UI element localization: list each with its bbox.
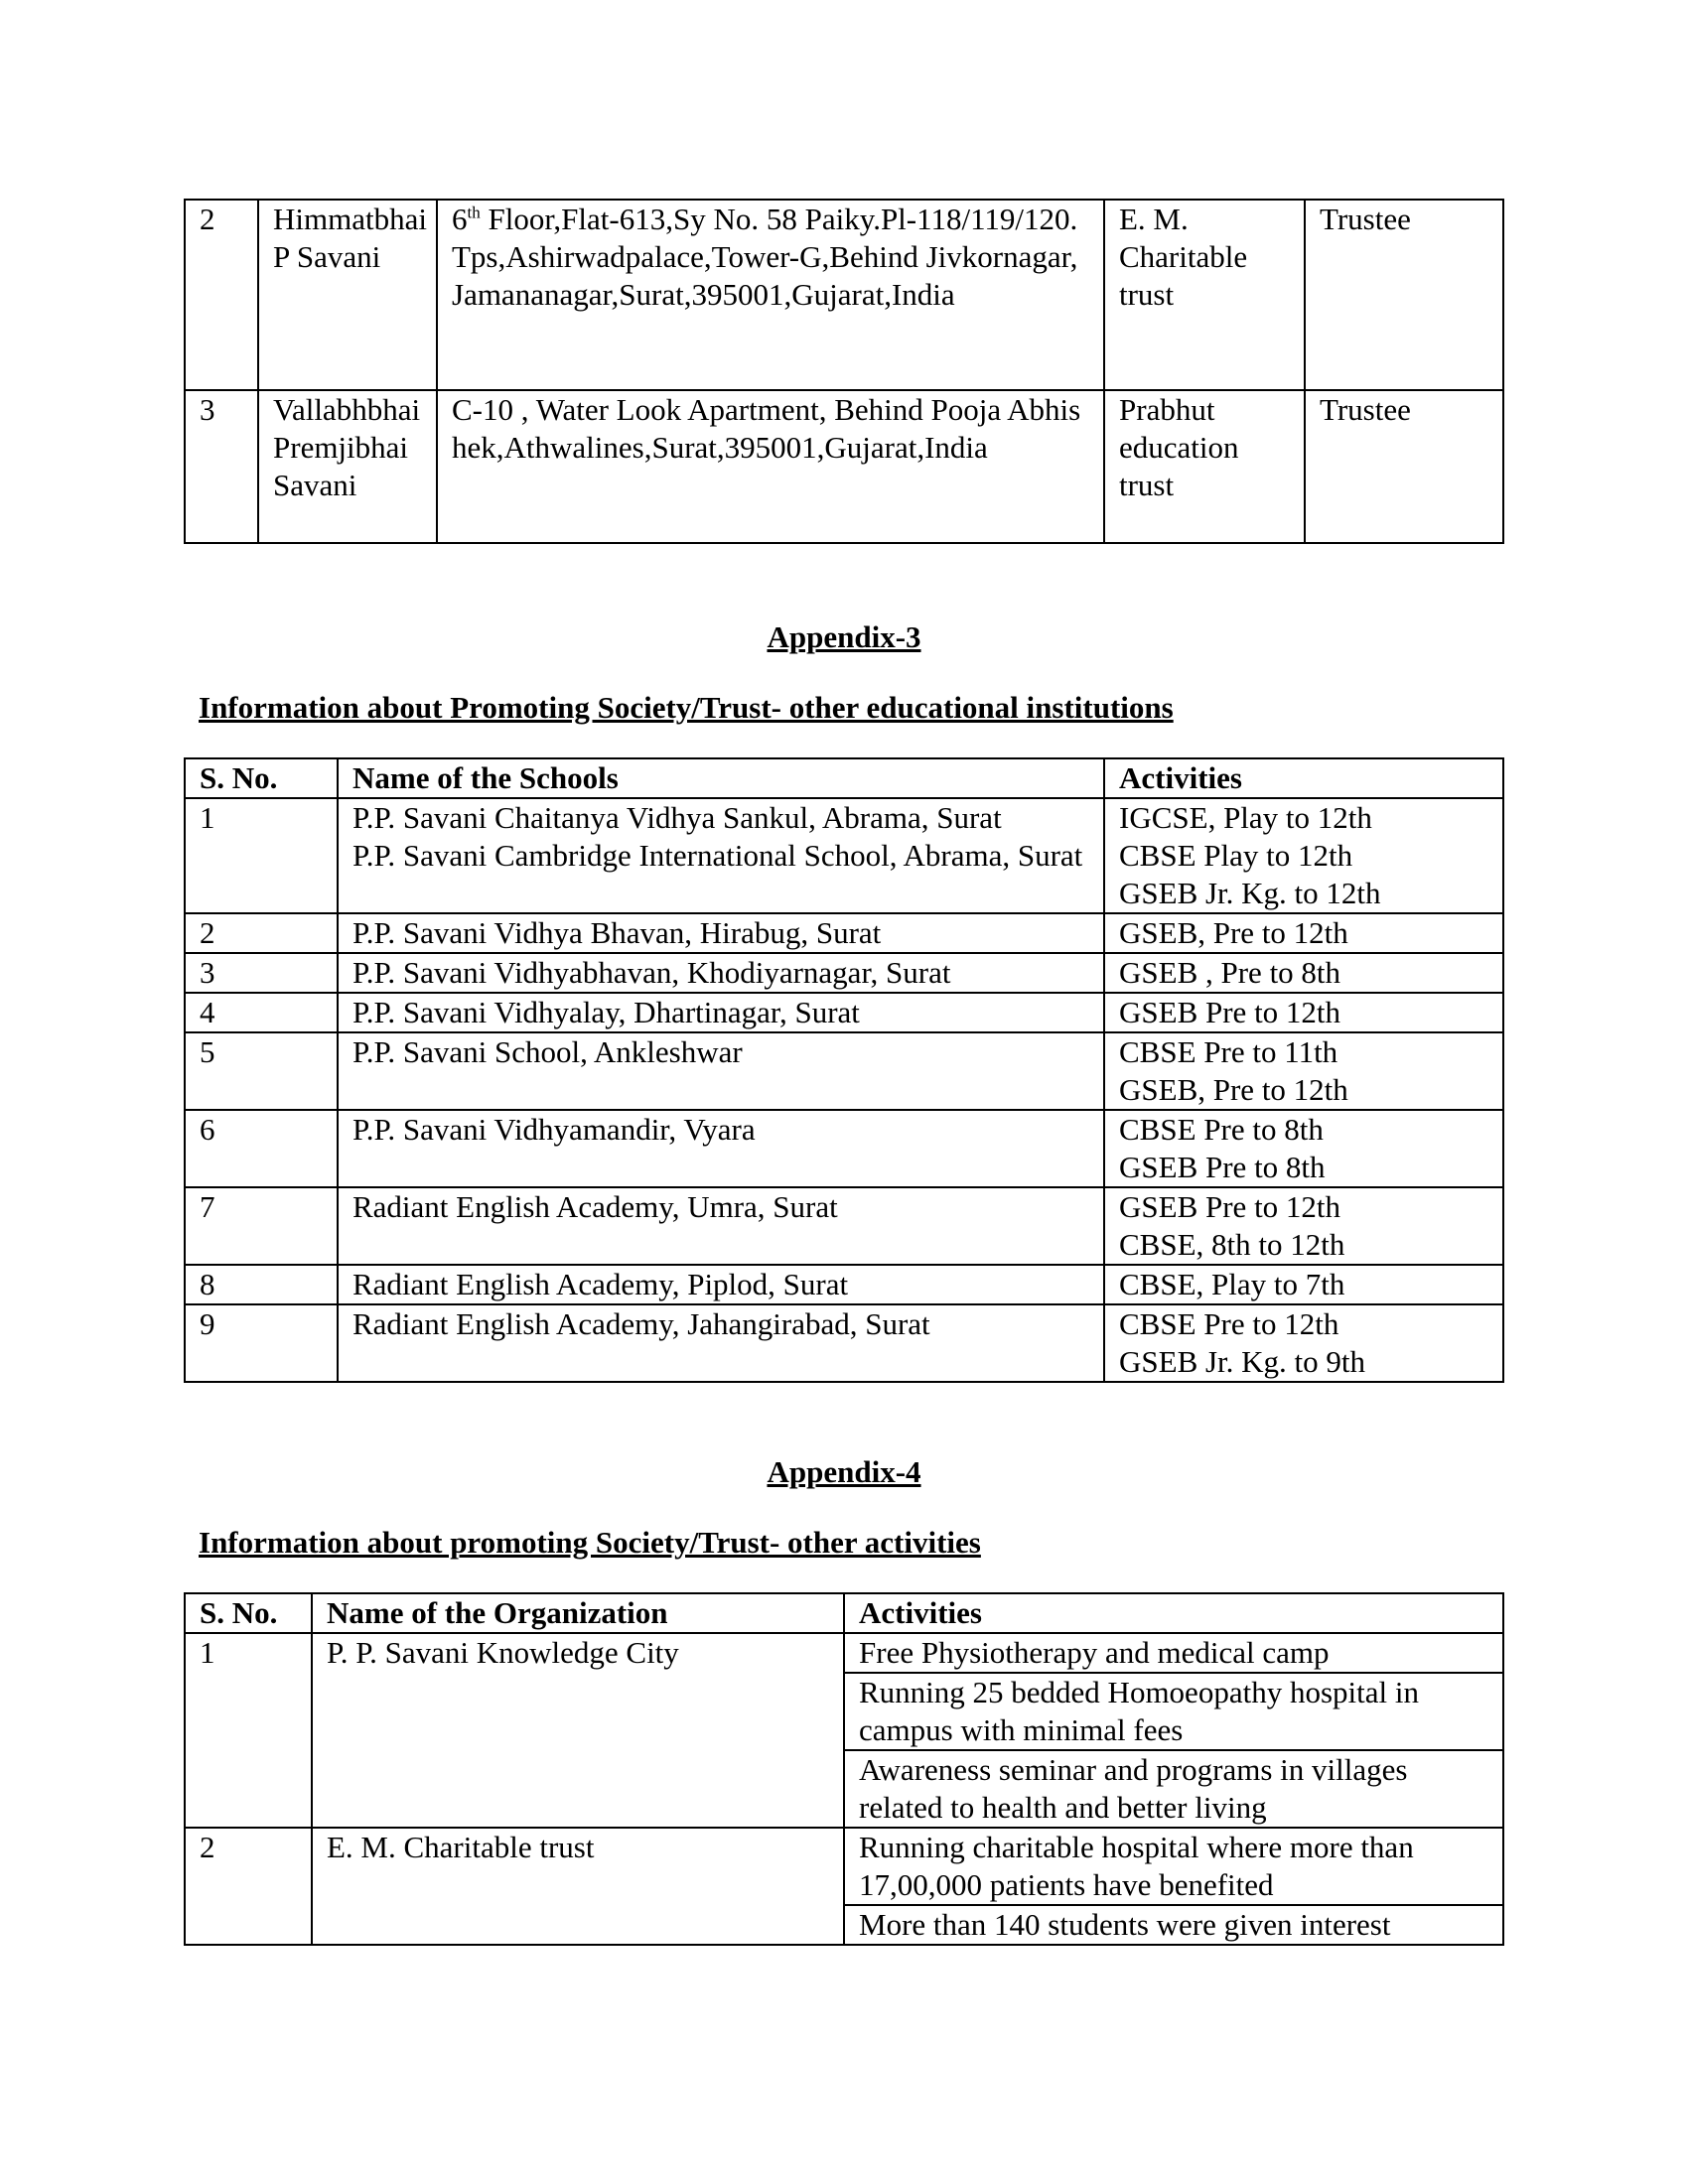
activities-cell bbox=[1104, 798, 1503, 913]
sno-cell: 9 bbox=[185, 1304, 338, 1382]
activity-item: GSEB, Pre to 12th bbox=[1119, 1072, 1348, 1107]
activity-cell: Awareness seminar and programs in villages related to health and better living bbox=[844, 1750, 1503, 1828]
table-row bbox=[185, 1828, 1503, 1905]
table-header-row bbox=[185, 758, 1503, 798]
activity-cell: Running 25 bedded Homoeopathy hospital in campus with minimal fees bbox=[844, 1673, 1503, 1750]
school-name: P.P. Savani Cambridge International School, Abrama, Surat bbox=[352, 838, 1083, 873]
address-cell: C-10 , Water Look Apartment, Behind Pooja Abhishek,Athwalines,Surat,395001,Gujarat,India bbox=[437, 390, 1104, 543]
activity-item: IGCSE, Play to 12th bbox=[1119, 800, 1372, 835]
activity-item: GSEB Jr. Kg. to 12th bbox=[1119, 876, 1381, 910]
organizations-table bbox=[184, 1592, 1504, 1946]
address-text: Floor,Flat-613,Sy No. 58 Paiky.Pl-118/119/120.Tps,Ashirwadpalace,Tower-G,Behind Jivkornagar,Jamananagar,Surat,395001,Gujarat,India bbox=[452, 202, 1078, 312]
organization-name-cell: P. P. Savani Knowledge City bbox=[312, 1633, 844, 1828]
name-cell: Himmatbhai P Savani bbox=[258, 200, 437, 390]
activity-item: GSEB Jr. Kg. to 9th bbox=[1119, 1344, 1366, 1379]
school-name-cell: P.P. Savani Vidhyamandir, Vyara bbox=[338, 1110, 1104, 1187]
activity-item: CBSE Play to 12th bbox=[1119, 838, 1353, 873]
school-name-cell: Radiant English Academy, Piplod, Surat bbox=[338, 1265, 1104, 1304]
activities-cell: CBSE, Play to 7th bbox=[1104, 1265, 1503, 1304]
sno-cell: 5 bbox=[185, 1032, 338, 1110]
table-row bbox=[185, 1265, 1503, 1304]
school-name-cell: P.P. Savani School, Ankleshwar bbox=[338, 1032, 1104, 1110]
table-row bbox=[185, 1187, 1503, 1265]
address-cell bbox=[437, 200, 1104, 390]
activities-cell bbox=[1104, 1032, 1503, 1110]
table-row bbox=[185, 953, 1503, 993]
school-name-cell: P.P. Savani Vidhyalay, Dhartinagar, Surat bbox=[338, 993, 1104, 1032]
sno-cell: 2 bbox=[185, 200, 258, 390]
activity-cell: Running charitable hospital where more than 17,00,000 patients have benefited bbox=[844, 1828, 1503, 1905]
table-row bbox=[185, 390, 1503, 543]
activity-cell: Free Physiotherapy and medical camp bbox=[844, 1633, 1503, 1673]
role-cell: Trustee bbox=[1305, 390, 1503, 543]
table-row bbox=[185, 993, 1503, 1032]
activities-cell: GSEB Pre to 12th bbox=[1104, 993, 1503, 1032]
schools-table bbox=[184, 757, 1504, 1383]
activities-cell bbox=[1104, 1304, 1503, 1382]
activities-cell: GSEB , Pre to 8th bbox=[1104, 953, 1503, 993]
activity-cell: More than 140 students were given interest bbox=[844, 1905, 1503, 1945]
sno-cell: 4 bbox=[185, 993, 338, 1032]
school-name-cell: P.P. Savani Vidhya Bhavan, Hirabug, Surat bbox=[338, 913, 1104, 953]
school-name-cell: Radiant English Academy, Umra, Surat bbox=[338, 1187, 1104, 1265]
role-cell: Trustee bbox=[1305, 200, 1503, 390]
table-row bbox=[185, 200, 1503, 390]
organization-cell: E. M. Charitable trust bbox=[1104, 200, 1305, 390]
activity-item: CBSE Pre to 12th bbox=[1119, 1306, 1339, 1341]
address-floor-number: 6 bbox=[452, 202, 468, 236]
appendix4-subtitle: Information about promoting Society/Trust- other activities bbox=[199, 1525, 981, 1560]
table-header-row bbox=[185, 1593, 1503, 1633]
activities-cell bbox=[1104, 1187, 1503, 1265]
school-name-cell: Radiant English Academy, Jahangirabad, Surat bbox=[338, 1304, 1104, 1382]
name-cell: Vallabhbhai Premjibhai Savani bbox=[258, 390, 437, 543]
header-activities: Activities bbox=[844, 1593, 1503, 1633]
trustees-table bbox=[184, 199, 1504, 544]
activity-item: CBSE, 8th to 12th bbox=[1119, 1227, 1345, 1262]
sno-cell: 1 bbox=[185, 798, 338, 913]
sno-cell: 1 bbox=[185, 1633, 312, 1828]
appendix3-subtitle: Information about Promoting Society/Trust- other educational institutions bbox=[199, 690, 1174, 725]
table-row bbox=[185, 1110, 1503, 1187]
activity-item: CBSE Pre to 11th bbox=[1119, 1034, 1338, 1069]
organization-name-cell: E. M. Charitable trust bbox=[312, 1828, 844, 1945]
activities-cell bbox=[1104, 1110, 1503, 1187]
header-school-name: Name of the Schools bbox=[338, 758, 1104, 798]
sno-cell: 7 bbox=[185, 1187, 338, 1265]
table-row bbox=[185, 1304, 1503, 1382]
table-row bbox=[185, 913, 1503, 953]
table-row bbox=[185, 1032, 1503, 1110]
organization-cell: Prabhut education trust bbox=[1104, 390, 1305, 543]
activity-item: GSEB Pre to 8th bbox=[1119, 1150, 1326, 1184]
header-activities: Activities bbox=[1104, 758, 1503, 798]
appendix3-title: Appendix-3 bbox=[767, 619, 921, 654]
header-sno: S. No. bbox=[185, 758, 338, 798]
sno-cell: 8 bbox=[185, 1265, 338, 1304]
activity-item: CBSE Pre to 8th bbox=[1119, 1112, 1324, 1147]
table-row bbox=[185, 798, 1503, 913]
school-name: P.P. Savani Chaitanya Vidhya Sankul, Abrama, Surat bbox=[352, 800, 1002, 835]
header-organization-name: Name of the Organization bbox=[312, 1593, 844, 1633]
sno-cell: 6 bbox=[185, 1110, 338, 1187]
school-name-cell: P.P. Savani Vidhyabhavan, Khodiyarnagar, Surat bbox=[338, 953, 1104, 993]
activities-cell: GSEB, Pre to 12th bbox=[1104, 913, 1503, 953]
sno-cell: 3 bbox=[185, 390, 258, 543]
address-superscript: th bbox=[467, 203, 481, 222]
sno-cell: 2 bbox=[185, 913, 338, 953]
sno-cell: 3 bbox=[185, 953, 338, 993]
activity-item: GSEB Pre to 12th bbox=[1119, 1189, 1341, 1224]
school-name-cell bbox=[338, 798, 1104, 913]
sno-cell: 2 bbox=[185, 1828, 312, 1945]
header-sno: S. No. bbox=[185, 1593, 312, 1633]
table-row bbox=[185, 1633, 1503, 1673]
appendix4-title: Appendix-4 bbox=[767, 1454, 921, 1489]
